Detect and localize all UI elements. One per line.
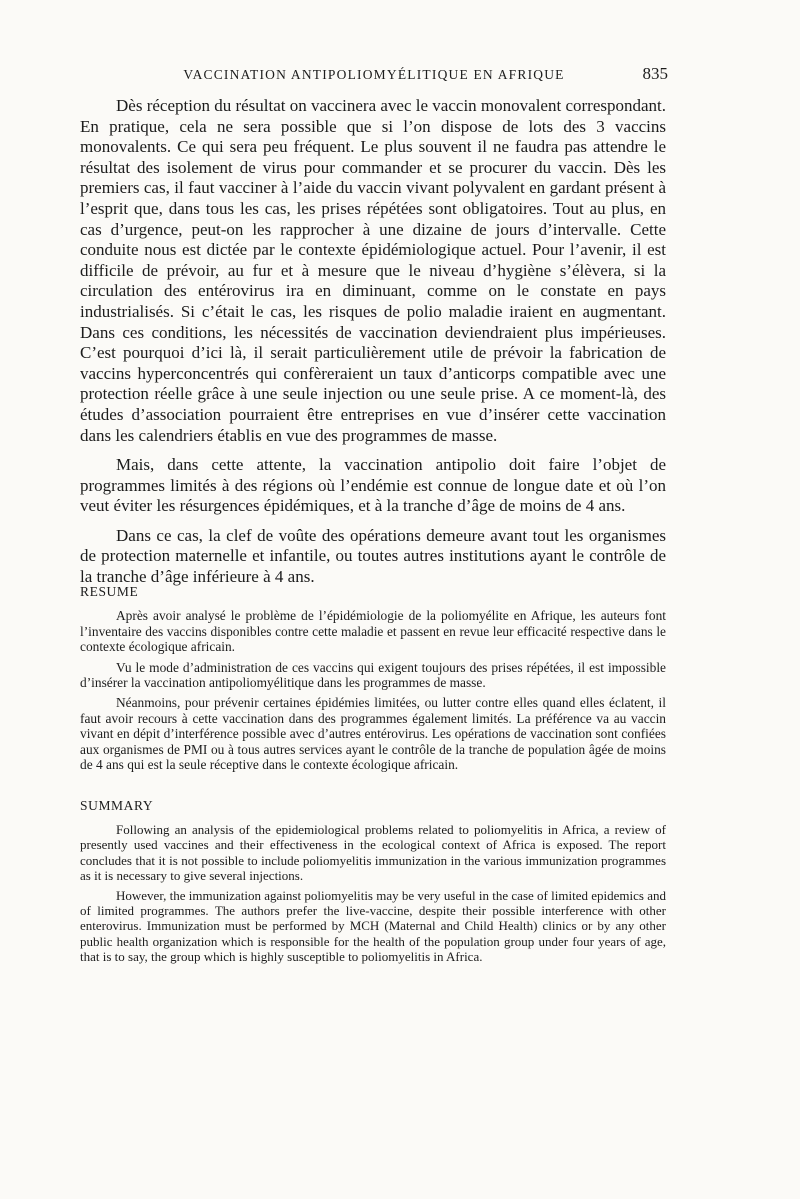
summary-paragraph: However, the immunization against poliomyelitis may be very useful in the case of limited epidemics and of limited programmes. The authors prefer the live-vaccine, despite their possible interference with other enterovirus. Immunization must be performed by MCH (Maternal and Child Health) clinics or by any other public health organization which is responsible for the health of the population group under four years of age, that is to say, the group which is highly susceptible to poliomyelitis in Africa.	[80, 888, 666, 964]
page-number: 835	[642, 64, 668, 83]
running-title: VACCINATION ANTIPOLIOMYÉLITIQUE EN AFRIQUE	[183, 67, 565, 82]
resume-paragraph: Néanmoins, pour prévenir certaines épidémies limitées, ou lutter contre elles quand elles éclatent, il faut avoir recours à cette vaccination dans des programmes également limités. La préférence va au vaccin vivant en dépit d’interférence possible avec d’autres entérovirus. Les opérations de vaccination sont confiées aux organismes de PMI ou à tous autres services ayant le contrôle de la tranche de population âgée de moins de 4 ans qui est la seule réceptive dans le contexte écologique africain.	[80, 695, 666, 773]
body-paragraph: Dans ce cas, la clef de voûte des opérations demeure avant tout les organismes de protection maternelle et infantile, ou toutes autres institutions ayant le contrôle de la tranche d’âge inférieure à 4 ans.	[80, 525, 666, 587]
resume-section	[80, 584, 666, 777]
resume-paragraph: Après avoir analysé le problème de l’épidémiologie de la poliomyélite en Afrique, les auteurs font l’inventaire des vaccins disponibles contre cette maladie et passent en revue leur efficacité respective dans le contexte écologique africain.	[80, 608, 666, 655]
summary-paragraph: Following an analysis of the epidemiological problems related to poliomyelitis in Africa, a review of presently used vaccines and their effectiveness in the ecological context of Africa is exposed. The report concludes that it is not possible to include poliomyelitis immunization in the various immunization programmes as it is necessary to give several injections.	[80, 822, 666, 883]
resume-heading: RESUME	[80, 584, 139, 599]
main-body-text	[80, 96, 666, 597]
body-paragraph: Dès réception du résultat on vaccinera avec le vaccin monovalent correspondant. En pratique, cela ne sera possible que si l’on dispose de lots des 3 vaccins monovalents. Ce qui sera peu fréquent. Le plus souvent il ne faudra pas attendre le résultat des isolement de virus pour commander et se procurer du vaccin. Dès les premiers cas, il faut vacciner à l’aide du vaccin vivant polyvalent en gardant présent à l’esprit que, dans tous les cas, les prises répétées sont obligatoires. Tout au plus, en cas d’urgence, peut-on les rapprocher à une dizaine de jours d’intervalle. Cette conduite nous est dictée par le contexte épidémiologique actuel. Pour l’avenir, il est difficile de prévoir, au fur et à mesure que le niveau d’hygiène s’élèvera, si la circulation des entérovirus ira en diminuant, comme on le constate en pays industrialisés. Si c’était le cas, les risques de polio maladie iraient en augmentant. Dans ces conditions, les nécessités de vaccination deviendraient plus impérieuses. C’est pourquoi d’ici là, il serait particulièrement utile de prévoir la fabrication de vaccins hyperconcentrés qui confèreraient un taux d’anticorps compatible avec une protection réelle grâce à une seule injection ou une seule prise. A ce moment-là, des études d’association pourraient être entreprises en vue d’insérer cette vaccination dans les calendriers établis en vue des programmes de masse.	[80, 96, 666, 445]
running-header	[80, 64, 668, 88]
body-paragraph: Mais, dans cette attente, la vaccination antipolio doit faire l’objet de programmes limités à des régions où l’endémie est connue de longue date et où l’on veut éviter les résurgences épidémiques, et à la tranche d’âge de moins de 4 ans.	[80, 455, 666, 516]
summary-heading: SUMMARY	[80, 798, 154, 813]
resume-paragraph: Vu le mode d’administration de ces vaccins qui exigent toujours des prises répétées, il est impossible d’insérer la vaccination antipoliomyélitique dans les programmes de masse.	[80, 659, 666, 691]
summary-section	[80, 798, 666, 969]
